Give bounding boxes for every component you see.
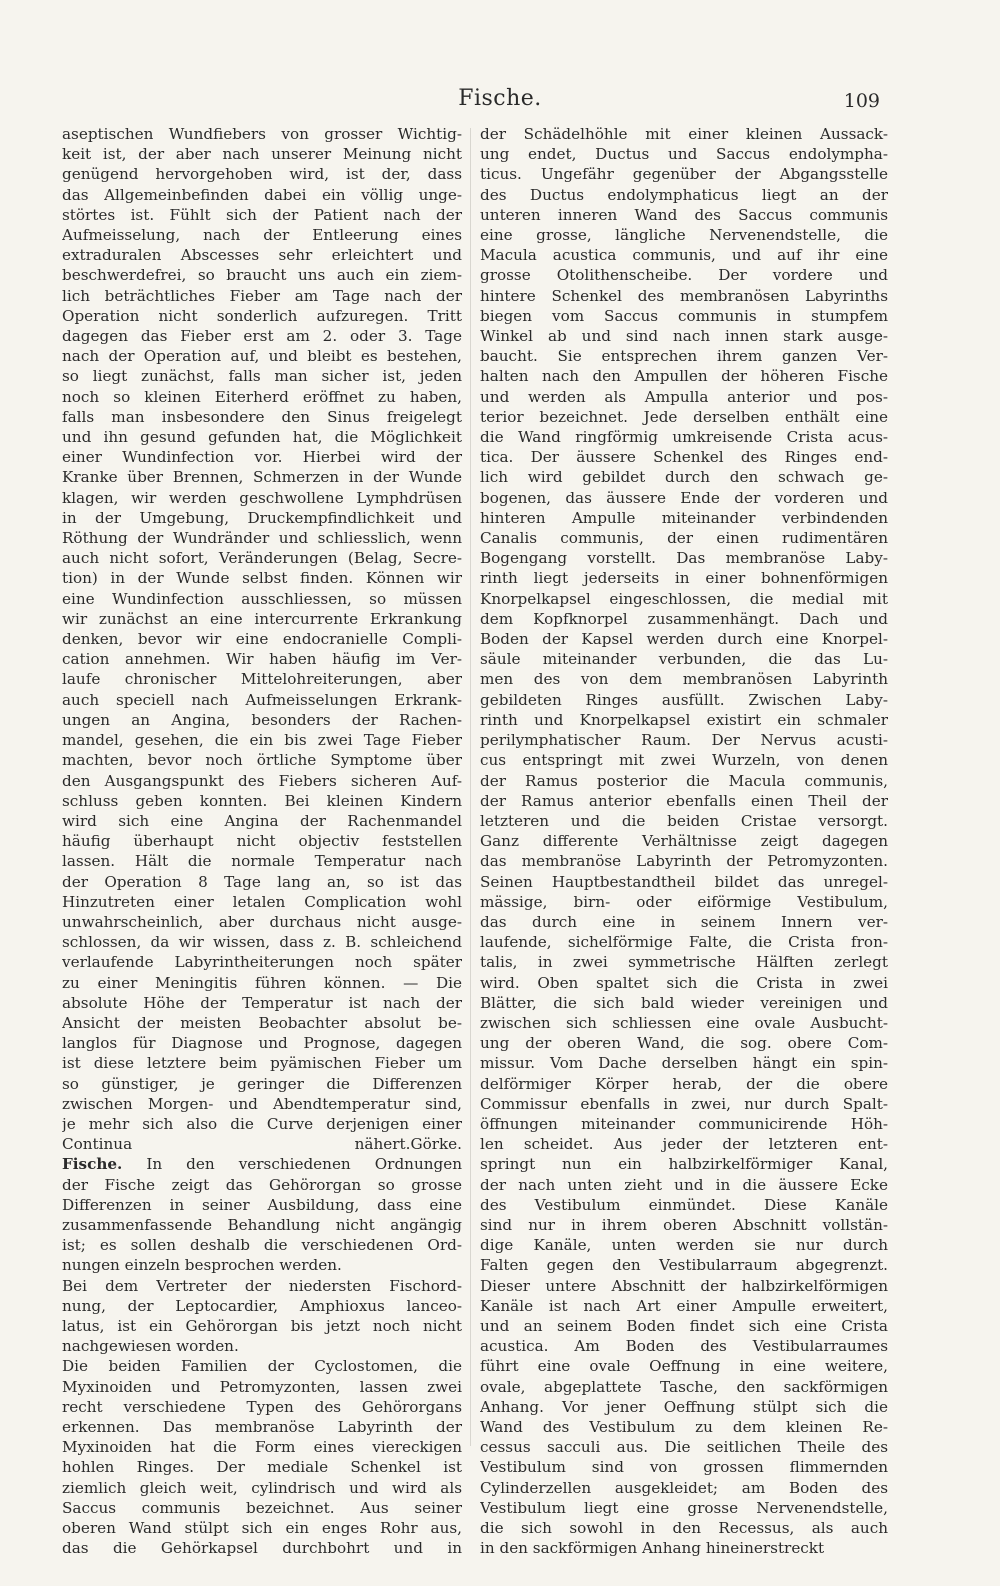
right-column [480, 124, 888, 1558]
right-column-text [480, 124, 888, 1558]
text-line: ung endet, Ductus und Saccus endolympha- [480, 145, 888, 164]
text-line: in den sackförmigen Anhang hineinerstreckt [480, 1539, 825, 1558]
text-line: und an seinem Boden findet sich eine Crista [480, 1316, 888, 1335]
text-line: tion) in der Wunde selbst finden. Können wir [62, 569, 462, 588]
text-line: rinth und Knorpelkapsel existirt ein schmaler [480, 710, 888, 729]
text-line: baucht. Sie entsprechen ihrem ganzen Ver- [480, 347, 888, 366]
text-line: biegen vom Saccus communis in stumpfem [480, 306, 888, 325]
text-line: so liegt zunächst, falls man sicher ist, jeden [62, 367, 462, 386]
text-line: in der Umgebung, Druckempfindlichkeit und [62, 508, 462, 527]
text-line: klagen, wir werden geschwollene Lymphdrüsen [62, 488, 462, 507]
text-line: säule miteinander verbunden, die das Lu- [480, 650, 888, 669]
text-line: dige Kanäle, unten werden sie nur durch [480, 1236, 888, 1255]
text-line: eine Wundinfection ausschliessen, so müssen [62, 589, 462, 608]
text-line: hinteren Ampulle miteinander verbindenden [480, 508, 888, 527]
section-first-line-rest: In den verschiedenen Ordnungen [146, 1155, 462, 1174]
text-line: erkennen. Das membranöse Labyrinth der [62, 1418, 462, 1436]
text-line: Vestibulum sind von grossen flimmernden [480, 1458, 888, 1477]
text-line: len scheidet. Aus jeder der letzteren ent- [480, 1135, 888, 1154]
text-line: zu einer Meningitis führen können. — Die [62, 973, 462, 992]
text-line: aseptischen Wundfiebers von grosser Wichtig- [62, 125, 462, 143]
text-line: Röthung der Wundränder und schliesslich, wenn [62, 529, 462, 548]
text-line: laufe chronischer Mittelohreiterungen, aber [62, 670, 462, 689]
text-line: Dieser untere Abschnitt der halbzirkelförmigen [480, 1276, 888, 1295]
text-line: gebildeten Ringes ausfüllt. Zwischen Laby- [480, 690, 888, 709]
text-line: genügend hervorgehoben wird, ist der, dass [62, 165, 462, 184]
text-line: den Ausgangspunkt des Fiebers sicheren Auf- [62, 771, 462, 790]
text-line: ticus. Ungefähr gegenüber der Abgangsstelle [480, 165, 888, 184]
text-line: cus entspringt mit zwei Wurzeln, von denen [480, 751, 888, 770]
text-line: Kranke über Brennen, Schmerzen in der Wunde [62, 468, 462, 487]
text-line: zwischen Morgen- und Abendtemperatur sind, [62, 1094, 462, 1113]
text-line: nung, der Leptocardier, Amphioxus lanceo- [62, 1296, 462, 1315]
text-line: Winkel ab und sind nach innen stark ausge- [480, 327, 888, 346]
text-line: nach der Operation auf, und bleibt es bestehen, [62, 347, 462, 366]
text-line: verlaufende Labyrintheiterungen noch später [62, 953, 462, 972]
text-line: men des von dem membranösen Labyrinth [480, 670, 888, 689]
text-line: cessus sacculi aus. Die seitlichen Theile des [480, 1438, 888, 1457]
text-line: des Ductus endolymphaticus liegt an der [480, 185, 888, 204]
text-line: schluss geben konnten. Bei kleinen Kindern [62, 791, 462, 810]
text-line: lassen. Hält die normale Temperatur nach [62, 852, 462, 871]
text-line: des Vestibulum einmündet. Diese Kanäle [480, 1195, 888, 1214]
text-line: wird. Oben spaltet sich die Crista in zwei [480, 973, 888, 992]
text-line: ungen an Angina, besonders der Rachen- [62, 710, 462, 729]
text-line: auch speciell nach Aufmeisselungen Erkrank- [62, 690, 462, 709]
text-line-closing [62, 1134, 462, 1154]
text-line: delförmiger Körper herab, der die obere [480, 1074, 888, 1093]
text-line: denken, bevor wir eine endocranielle Compli- [62, 630, 462, 649]
text-line: Cylinderzellen ausgekleidet; am Boden des [480, 1478, 888, 1497]
text-line: Canalis communis, der einen rudimentären [480, 529, 888, 548]
text-line: Anhang. Vor jener Oeffnung stülpt sich die [480, 1397, 888, 1416]
text-line: dagegen das Fieber erst am 2. oder 3. Tage [62, 327, 462, 346]
text-line: wir zunächst an eine intercurrente Erkrankung [62, 609, 462, 628]
text-line: ung der oberen Wand, die sog. obere Com- [480, 1034, 888, 1053]
text-line: ovale, abgeplattete Tasche, den sackförmigen [480, 1377, 888, 1396]
text-line: keit ist, der aber nach unserer Meinung nicht [62, 145, 462, 164]
text-line: oberen Wand stülpt sich ein enges Rohr aus, [62, 1519, 462, 1538]
text-line: talis, in zwei symmetrische Hälften zerlegt [480, 953, 888, 972]
text-line: Commissur ebenfalls in zwei, nur durch Spalt- [480, 1094, 888, 1113]
section-text [62, 1175, 462, 1559]
text-line: ziemlich gleich weit, cylindrisch und wird als [62, 1478, 462, 1497]
text-line: eine grosse, längliche Nervenendstelle, die [480, 226, 888, 245]
text-line: lich beträchtliches Fieber am Tage nach der [62, 286, 462, 305]
text-line: der Ramus anterior ebenfalls einen Theil der [480, 791, 888, 810]
author-signature: Görke. [410, 1135, 462, 1154]
text-line: Macula acustica communis, und auf ihr eine [480, 246, 888, 265]
page-header-title: Fische. [458, 86, 542, 111]
text-line: Saccus communis bezeichnet. Aus seiner [62, 1498, 462, 1517]
text-line: Kanäle ist nach Art einer Ampulle erweitert, [480, 1296, 888, 1315]
text-line: dem Kopfknorpel zusammenhängt. Dach und [480, 609, 888, 628]
text-line: acustica. Am Boden des Vestibularraumes [480, 1337, 888, 1356]
text-line: terior bezeichnet. Jede derselben enthält eine [480, 407, 888, 426]
text-line: machten, bevor noch örtliche Symptome über [62, 751, 462, 770]
text-line: der Schädelhöhle mit einer kleinen Aussack- [480, 125, 888, 143]
text-line: Operation nicht sonderlich aufzuregen. Tritt [62, 306, 462, 325]
text-line: ist diese letztere beim pyämischen Fieber um [62, 1054, 462, 1073]
text-line: ist; es sollen deshalb die verschiedenen Ord- [62, 1236, 462, 1255]
text-line: zwischen sich schliessen eine ovale Ausbucht- [480, 1013, 888, 1032]
text-line: Knorpelkapsel eingeschlossen, die medial mit [480, 589, 888, 608]
text-line: noch so kleinen Eiterherd eröffnet zu haben, [62, 387, 462, 406]
text-line: Ganz differente Verhältnisse zeigt dagegen [480, 832, 888, 851]
text-line: halten nach den Ampullen der höheren Fische [480, 367, 888, 386]
text-line: Wand des Vestibulum zu dem kleinen Re- [480, 1418, 888, 1436]
text-line: mandel, gesehen, die ein bis zwei Tage Fieber [62, 731, 462, 750]
text-line: Boden der Kapsel werden durch eine Knorpel- [480, 630, 888, 649]
text-line: unteren inneren Wand des Saccus communis [480, 205, 888, 224]
text-line: führt eine ovale Oeffnung in eine weitere, [480, 1357, 888, 1376]
text-line: das Allgemeinbefinden dabei ein völlig unge- [62, 185, 462, 204]
text-line: springt nun ein halbzirkelförmiger Kanal, [480, 1155, 888, 1174]
text-line: beschwerdefrei, so braucht uns auch ein ziem- [62, 266, 462, 285]
text-line: wird sich eine Angina der Rachenmandel [62, 811, 462, 830]
text-line: Vestibulum liegt eine grosse Nervenendstelle, [480, 1498, 888, 1517]
text-line: hintere Schenkel des membranösen Labyrinths [480, 286, 888, 305]
text-line: bogenen, das äussere Ende der vorderen und [480, 488, 888, 507]
text-line: extraduralen Abscesses sehr erleichtert und [62, 246, 462, 265]
text-line: so günstiger, je geringer die Differenzen [62, 1074, 462, 1093]
text-line: unwahrscheinlich, aber durchaus nicht ausge- [62, 912, 462, 931]
text-line: zusammenfassende Behandlung nicht angängig [62, 1215, 462, 1234]
text-line: der nach unten zieht und in die äussere Ecke [480, 1175, 888, 1194]
text-line: laufende, sichelförmige Falte, die Crista fron- [480, 933, 888, 952]
text-line: einer Wundinfection vor. Hierbei wird der [62, 448, 462, 467]
left-column [62, 124, 462, 1558]
text-line: langlos für Diagnose und Prognose, dagegen [62, 1034, 462, 1053]
text-line: latus, ist ein Gehörorgan bis jetzt noch nicht [62, 1316, 462, 1335]
left-column-text [62, 124, 462, 1134]
text-line: Blätter, die sich bald wieder vereinigen und [480, 993, 888, 1012]
text-line: das membranöse Labyrinth der Petromyzonten. [480, 852, 888, 871]
text-line: Falten gegen den Vestibularraum abgegrenzt. [480, 1256, 888, 1275]
text-line: Bei dem Vertreter der niedersten Fischord- [62, 1276, 462, 1295]
text-line: grosse Otolithenscheibe. Der vordere und [480, 266, 888, 285]
column-divider [470, 128, 471, 1446]
text-line: der Operation 8 Tage lang an, so ist das [62, 872, 462, 891]
text-line: mässige, birn- oder eiförmige Vestibulum, [480, 892, 888, 911]
text-line: störtes ist. Fühlt sich der Patient nach der [62, 205, 462, 224]
text-line: nachgewiesen worden. [62, 1337, 239, 1356]
text-line: falls man insbesondere den Sinus freigelegt [62, 407, 462, 426]
text-line: auch nicht sofort, Veränderungen (Belag, Secre- [62, 549, 462, 568]
text-line: Seinen Hauptbestandtheil bildet das unregel- [480, 872, 888, 891]
text-line: Aufmeisselung, nach der Entleerung eines [62, 226, 462, 245]
text-line: und ihn gesund gefunden hat, die Möglichkeit [62, 428, 462, 447]
text-line: die Wand ringförmig umkreisende Crista acus- [480, 428, 888, 447]
text-line: hohlen Ringes. Der mediale Schenkel ist [62, 1458, 462, 1477]
text-line: nungen einzeln besprochen werden. [62, 1256, 342, 1275]
text-line: das die Gehörkapsel durchbohrt und in [62, 1539, 462, 1558]
text-line: cation annehmen. Wir haben häufig im Ver- [62, 650, 462, 669]
text-line: sind nur in ihrem oberen Abschnitt vollstän- [480, 1215, 888, 1234]
text-line: Die beiden Familien der Cyclostomen, die [62, 1357, 462, 1376]
closing-text: Continua nähert. [62, 1135, 411, 1154]
text-line: Ansicht der meisten Beobachter absolut be- [62, 1013, 462, 1032]
text-line: je mehr sich also die Curve derjenigen einer [62, 1114, 462, 1133]
text-line: Hinzutreten einer letalen Complication wohl [62, 892, 462, 911]
section-first-line [62, 1154, 462, 1174]
text-line: Bogengang vorstellt. Das membranöse Laby- [480, 549, 888, 568]
text-line: tica. Der äussere Schenkel des Ringes end- [480, 448, 888, 467]
text-line: perilymphatischer Raum. Der Nervus acusti- [480, 731, 888, 750]
text-line: Myxinoiden hat die Form eines viereckigen [62, 1438, 462, 1457]
text-line: absolute Höhe der Temperatur ist nach der [62, 993, 462, 1012]
text-line: Myxinoiden und Petromyzonten, lassen zwei [62, 1377, 462, 1396]
section-heading: Fische. [62, 1155, 123, 1174]
text-line: Differenzen in seiner Ausbildung, dass eine [62, 1195, 462, 1214]
text-line: letzteren und die beiden Cristae versorgt. [480, 811, 888, 830]
text-line: das durch eine in seinem Innern ver- [480, 912, 888, 931]
text-line: der Ramus posterior die Macula communis, [480, 771, 888, 790]
text-line: der Fische zeigt das Gehörorgan so grosse [62, 1175, 462, 1194]
text-line: missur. Vom Dache derselben hängt ein spin- [480, 1054, 888, 1073]
text-line: lich wird gebildet durch den schwach ge- [480, 468, 888, 487]
text-line: öffnungen miteinander communicirende Höh- [480, 1114, 888, 1133]
text-line: die sich sowohl in den Recessus, als auch [480, 1519, 888, 1538]
page-number: 109 [843, 90, 880, 112]
text-line: rinth liegt jederseits in einer bohnenförmigen [480, 569, 888, 588]
text-line: schlossen, da wir wissen, dass z. B. schleichend [62, 933, 462, 952]
text-line: recht verschiedene Typen des Gehörorgans [62, 1397, 462, 1416]
text-line: und werden als Ampulla anterior und pos- [480, 387, 888, 406]
text-line: häufig überhaupt nicht objectiv feststellen [62, 832, 462, 851]
